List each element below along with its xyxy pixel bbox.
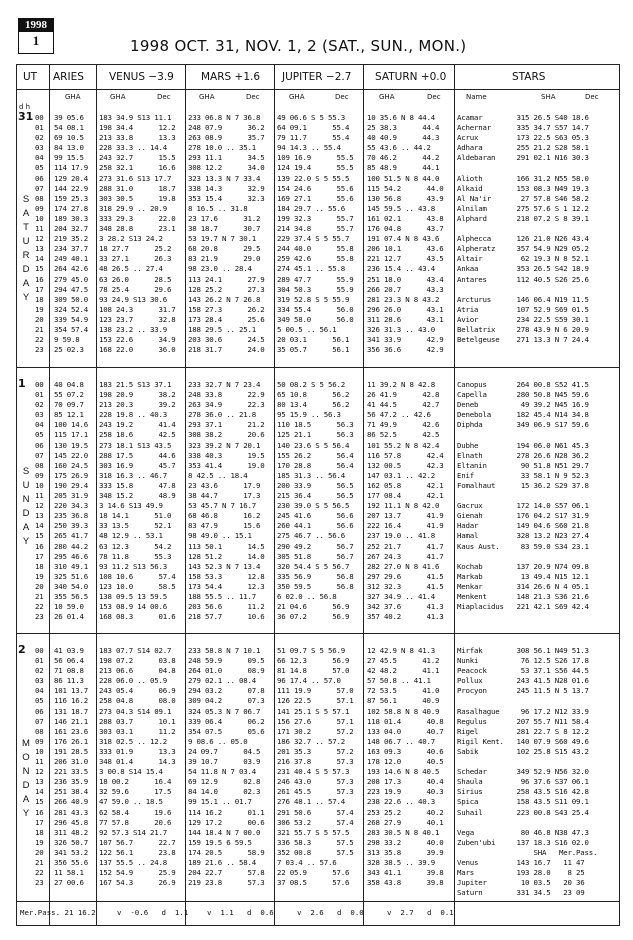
day-rule	[17, 633, 619, 634]
subheader-mars-dec: Dec	[246, 93, 260, 101]
mars-column: 233 06.8 N 7 36.8 248 07.9 36.2 263 08.9 35.7 278 10.0 .. 35.1 293 11.1 34.5 308 12.2 34.0 323 13.3 N 7 33.4 338 14.3 32.9 353 15.4 32.3 8 16.5 .. 31.8 23 17.6 31.2 38 18.7 30.7 53 19.7 N 7 30.1 68 20.8 29.5 83 21.9 29.0 98 23.0 .. 28.4 113 24.1 27.9 128 25.2 27.3 143 26.2 N 7 26.8 158 27.3 26.2 173 28.4 25.6 188 29.5 .. 25.1 203 30.6 24.5 218 31.7 24.0	[188, 113, 265, 355]
mars-column: 233 58.8 N 7 10.1 248 59.9 09.5 264 01.0 08.9 279 02.1 .. 08.4 294 03.2 07.8 309 04.2 07.3 324 05.3 N 7 06.7 339 06.4 06.2 354 07.5 05.6 9 08.6 .. 05.0 24 09.7 04.5 39 10.7 03.9 54 11.8 N 7 03.4 69 12.9 02.8 84 14.0 02.3 99 15.1 .. 01.7 114 16.2 01.1 129 17.2 00.6 144 18.4 N 7 00.0 159 19.5 6 59.5 174 20.5 58.9 189 21.6 .. 58.4 204 22.7 57.8 219 23.8 57.3	[188, 646, 265, 888]
venus-column: 183 34.9 S13 11.1 198 34.4 12.2 213 33.8 13.3 228 33.3 .. 14.4 243 32.7 15.5 258 32.1 16.6 273 31.6 S13 17.7 288 31.0 18.7 303 30.5 19.8 318 29.9 .. 20.9 333 29.3 22.0 348 28.8 23.1 3 28.2 S13 24.2 18 27.7 25.2 33 27.1 26.3 48 26.5 .. 27.4 63 26.0 28.5 78 25.4 29.6 93 24.9 S13 30.6 108 24.3 31.7 123 23.7 32.8 138 23.2 .. 33.9 153 22.6 34.9 168 22.0 36.0	[99, 113, 176, 355]
day-number: 2	[18, 643, 26, 656]
subheader-venus-dec: Dec	[157, 93, 171, 101]
jupiter-column: 50 08.2 S 5 56.2 65 10.8 56.2 80 13.4 56.2 95 15.9 .. 56.3 110 18.5 56.3 125 21.1 56.3 140 23.6 S 5 56.4 155 26.2 56.4 170 28.8 56.4 185 31.3 .. 56.4 200 33.9 56.5 215 36.4 56.5 230 39.0 S 5 56.5 245 41.6 56.6 260 44.1 56.6 275 46.7 .. 56.6 290 49.2 56.7 305 51.8 56.7 320 54.4 S 5 56.7 335 56.9 56.8 350 59.5 56.8 6 02.0 .. 56.8 21 04.6 56.9 36 07.2 56.9	[277, 380, 354, 622]
aries-column: 40 04.8 55 07.2 70 09.7 85 12.1 100 14.6 115 17.1 130 19.5 145 22.0 160 24.5 175 26.9 190 29.4 205 31.9 220 34.3 235 36.8 250 39.3 265 41.7 280 44.2 295 46.6 310 49.1 325 51.6 340 54.0 355 56.5 10 59.0 26 01.4	[54, 380, 88, 622]
day-name-vertical: M O N D A Y	[22, 738, 30, 819]
aries-column: 39 05.6 54 08.1 69 10.5 84 13.0 99 15.5 114 17.9 129 20.4 144 22.9 159 25.3 174 27.8 189 30.3 204 32.7 219 35.2 234 37.7 249 40.1 264 42.6 279 45.0 294 47.5 309 50.0 324 52.4 339 54.9 354 57.4 9 59.8 25 02.3	[54, 113, 88, 355]
subheader-saturn-dec: Dec	[427, 93, 441, 101]
venus-column: 183 21.5 S13 37.1 198 20.9 38.2 213 20.3 39.2 228 19.8 .. 40.3 243 19.2 41.4 258 18.6 42.5 273 18.1 S13 43.5 288 17.5 44.6 303 16.9 45.7 318 16.3 .. 46.7 333 15.8 47.8 348 15.2 48.9 3 14.6 S13 49.9 18 14.1 51.0 33 13.5 52.1 48 12.9 .. 53.1 63 12.3 54.2 78 11.8 55.3 93 11.2 S13 56.3 108 10.6 57.4 123 10.0 58.5 138 09.5 13 59.5 153 08.9 14 00.6 168 08.3 01.6	[99, 380, 176, 622]
stars-column: Canopus 264 00.8 S52 41.5 Capella 280 50.8 N45 59.6 Deneb 49 39.2 N45 16.9 Denebola 182 45.4 N14 34.8 Diphda 349 06.9 S17 59.6 Dubhe 194 06.0 N61 45.3 Elnath 278 26.6 N28 36.2 Eltanin 90 51.8 N51 29.7 Enif 33 58.1 N 9 52.3 Fomalhaut 15 36.2 S29 37.8 Gacrux 172 14.0 S57 06.1 Gienah 176 04.2 S17 31.9 Hadar 149 04.6 S60 21.8 Hamal 328 13.2 N23 27.4 Kaus Aust. 83 59.0 S34 23.1 Kochab 137 20.9 N74 09.8 Markab 13 49.4 N15 12.1 Menkar 314 26.6 N 4 05.1 Menkent 148 21.3 S36 21.6 Miaplacidus 221 42.1 S69 42.4	[457, 380, 589, 612]
header-venus: VENUS −3.9	[109, 71, 174, 83]
subheader-aries-gha: GHA	[65, 93, 81, 101]
header-saturn: SATURN +0.0	[375, 71, 447, 83]
day-number: 1	[18, 377, 26, 390]
column-divider	[49, 65, 50, 925]
page-tab	[18, 18, 54, 54]
header-ut: UT	[23, 71, 38, 83]
column-divider	[363, 65, 364, 925]
subheader-mars-gha: GHA	[199, 93, 215, 101]
footer-jupiter: v 2.6 d 0.0	[297, 908, 364, 917]
tab-page-number: 1	[32, 33, 40, 48]
footer-merpass: Mer.Pass. 21 16.2	[20, 908, 96, 917]
subheader-star-sha: SHA	[541, 93, 556, 101]
footer-saturn: v 2.7 d 0.1	[387, 908, 454, 917]
subheader-jupiter-dec: Dec	[335, 93, 349, 101]
column-divider	[274, 65, 275, 925]
subheader-venus-gha: GHA	[110, 93, 126, 101]
subheader-star-name: Name	[466, 93, 487, 101]
page-title: 1998 OCT. 31, NOV. 1, 2 (SAT., SUN., MON.)	[130, 37, 467, 55]
jupiter-column: 51 09.7 S 5 56.9 66 12.3 56.9 81 14.8 57.0 96 17.4 .. 57.0 111 19.9 57.0 126 22.5 57.1 141 25.1 S 5 57.1 156 27.6 57.1 171 30.2 57.2 186 32.7 .. 57.2 201 35.3 57.2 216 37.8 57.3 231 40.4 S 5 57.3 246 43.0 57.3 261 45.5 57.3 276 48.1 .. 57.4 291 50.6 57.4 306 53.2 57.4 321 55.7 S 5 57.5 336 58.3 57.5 352 00.8 57.5 7 03.4 .. 57.6 22 05.9 57.6 37 08.5 57.6	[277, 646, 354, 888]
subheader-jupiter-gha: GHA	[289, 93, 305, 101]
column-divider	[454, 65, 455, 925]
header-rule	[17, 89, 619, 90]
almanac-table	[16, 64, 620, 926]
saturn-column: 11 39.2 N 8 42.8 26 41.9 42.8 41 44.5 42.7 56 47.2 .. 42.6 71 49.9 42.6 86 52.5 42.5 101 55.2 N 8 42.4 116 57.8 42.4 132 00.5 42.3 147 03.1 .. 42.2 162 05.8 42.1 177 08.4 42.1 192 11.1 N 8 42.0 207 13.7 41.9 222 16.4 41.9 237 19.0 .. 41.8 252 21.7 41.7 267 24.3 41.7 282 27.0 N 8 41.6 297 29.6 41.5 312 32.3 41.5 327 34.9 .. 41.4 342 37.6 41.3 357 40.2 41.3	[367, 380, 444, 622]
stars-column: Acamar 315 26.5 S40 18.6 Achernar 335 34.7 S57 14.7 Acrux 173 22.5 S63 05.3 Adhara 255 21.2 S28 58.1 Aldebaran 291 02.1 N16 30.3 Alioth 166 31.2 N55 58.0 Alkaid 153 08.3 N49 19.3 Al Na'ir 27 57.8 S46 58.2 Alnilam 275 57.6 S 1 12.2 Alphard 218 07.2 S 8 39.1 Alphecca 126 21.0 N26 43.4 Alpheratz 357 54.9 N29 05.2 Altair 62 19.3 N 8 52.1 Ankaa 353 26.5 S42 18.9 Antares 112 40.5 S26 25.6 Arcturus 146 06.4 N19 11.5 Atria 107 52.9 S69 01.5 Avior 234 22.5 S59 30.1 Bellatrix 278 43.9 N 6 20.9 Betelgeuse 271 13.3 N 7 24.4	[457, 113, 589, 345]
jupiter-column: 49 06.6 S 5 55.3 64 09.1 55.4 79 11.7 55.4 94 14.3 .. 55.4 109 16.9 55.5 124 19.4 55.5 139 22.0 S 5 55.5 154 24.6 55.6 169 27.1 55.6 184 29.7 .. 55.6 199 32.3 55.7 214 34.8 55.7 229 37.4 S 5 55.7 244 40.0 55.8 259 42.6 55.8 274 45.1 .. 55.8 289 47.7 55.9 304 50.3 55.9 319 52.8 S 5 55.9 334 55.4 56.0 349 58.0 56.0 5 00.5 .. 56.1 20 03.1 56.1 35 05.7 56.1	[277, 113, 354, 355]
footer-mars: v 1.1 d 0.6	[207, 908, 274, 917]
hour-column: 00 01 02 03 04 05 06 07 08 09 10 11 12 13 14 15 16 17 18 19 20 21 22 23	[35, 646, 44, 888]
header-aries: ARIES	[53, 71, 84, 83]
day-name-vertical: S U N D A Y	[22, 466, 30, 547]
subheader-star-dec: Dec	[585, 93, 599, 101]
header-stars: STARS	[512, 71, 546, 83]
hour-column: 00 01 02 03 04 05 06 07 08 09 10 11 12 13 14 15 16 17 18 19 20 21 22 23	[35, 113, 44, 355]
saturn-column: 10 35.6 N 8 44.4 25 38.3 44.4 40 40.9 44.3 55 43.6 .. 44.2 70 46.2 44.2 85 48.9 44.1 100 51.5 N 8 44.0 115 54.2 44.0 130 56.8 43.9 145 59.5 .. 43.8 161 02.1 43.8 176 04.8 43.7 191 07.4 N 8 43.6 206 10.1 43.6 221 12.7 43.5 236 15.4 .. 43.4 251 18.0 43.4 266 20.7 43.3 281 23.3 N 8 43.2 296 26.0 43.1 311 28.6 43.1 326 31.3 .. 43.0 341 33.9 42.9 356 36.6 42.9	[367, 113, 444, 355]
aries-column: 41 03.9 56 06.4 71 08.8 86 11.3 101 13.7 116 16.2 131 18.7 146 21.1 161 23.6 176 26.1 191 28.5 206 31.0 221 33.5 236 35.9 251 38.4 266 40.9 281 43.3 296 45.8 311 48.2 326 50.7 341 53.2 356 55.6 11 58.1 27 00.6	[54, 646, 88, 888]
column-divider	[185, 65, 186, 925]
header-mars: MARS +1.6	[201, 71, 261, 83]
tab-year: 1998	[19, 19, 53, 32]
mars-column: 233 32.7 N 7 23.4 248 33.8 22.9 263 34.9 22.3 278 36.0 .. 21.8 293 37.1 21.2 308 38.2 20.6 323 39.2 N 7 20.1 338 40.3 19.5 353 41.4 19.0 8 42.5 .. 18.4 23 43.6 17.9 38 44.7 17.3 53 45.7 N 7 16.7 68 46.8 16.2 83 47.9 15.6 98 49.0 .. 15.1 113 50.1 14.5 128 51.2 14.0 143 52.3 N 7 13.4 158 53.3 12.8 173 54.4 12.3 188 55.5 .. 11.7 203 56.6 11.2 218 57.7 10.6	[188, 380, 265, 622]
header-jupiter: JUPITER −2.7	[282, 71, 352, 83]
stars-column: Mirfak 308 56.1 N49 51.3 Nunki 76 12.5 S26 17.8 Peacock 53 37.1 S56 44.5 Pollux 243 41.5 N28 01.6 Procyon 245 11.5 N 5 13.7 Rasalhague 96 17.2 N12 33.9 Regulus 207 55.7 N11 58.4 Rigel 281 22.7 S 8 12.2 Rigil Kent. 140 07.9 S60 49.6 Sabik 102 25.8 S15 43.2 Schedar 349 52.9 N56 32.0 Shaula 96 37.6 S37 06.1 Sirius 258 43.5 S16 42.8 Spica 158 43.5 S11 09.1 Suhail 223 00.8 S43 25.4 Vega 80 46.8 N38 47.3 Zuben'ubi 137 18.3 S16 02.0 SHA Mer.Pass. Venus 143 16.7 11 47 Mars 193 28.0 8 25 Jupiter 10 03.5 20 36 Saturn 331 34.5 23 09	[457, 646, 598, 898]
day-name-vertical: S A T U R D A Y	[22, 194, 30, 303]
subheader-dh: d h	[19, 103, 31, 111]
subheader-saturn-gha: GHA	[379, 93, 395, 101]
venus-column: 183 07.7 S14 02.7 198 07.2 03.8 213 06.6 04.8 228 06.0 .. 05.9 243 05.4 06.9 258 04.8 08.0 273 04.3 S14 09.1 288 03.7 10.1 303 03.1 11.2 318 02.5 .. 12.2 333 01.9 13.3 348 01.4 14.3 3 00.8 S14 15.4 18 00.2 16.4 32 59.6 17.5 47 59.0 .. 18.5 62 58.4 19.6 77 57.8 20.6 92 57.3 S14 21.7 107 56.7 22.7 122 56.1 23.8 137 55.5 .. 24.8 152 54.9 25.9 167 54.3 26.9	[99, 646, 176, 888]
hour-column: 00 01 02 03 04 05 06 07 08 09 10 11 12 13 14 15 16 17 18 19 20 21 22 23	[35, 380, 44, 622]
day-number: 31	[18, 110, 34, 123]
day-rule	[17, 367, 619, 368]
footer-rule	[17, 901, 619, 902]
footer-venus: v -0.6 d 1.1	[117, 908, 189, 917]
saturn-column: 12 42.9 N 8 41.3 27 45.5 41.2 42 48.2 41.1 57 50.8 .. 41.1 72 53.5 41.0 87 56.1 40.9 102 58.8 N 8 40.9 118 01.4 40.8 133 04.0 40.7 148 06.7 .. 40.7 163 09.3 40.6 178 12.0 40.5 193 14.6 N 8 40.5 208 17.3 40.4 223 19.9 40.3 238 22.6 .. 40.3 253 25.2 40.2 268 27.9 40.1 283 30.5 N 8 40.1 298 33.2 40.0 313 35.8 39.9 328 38.5 .. 39.9 343 41.1 39.8 358 43.8 39.8	[367, 646, 444, 888]
column-divider	[96, 65, 97, 925]
